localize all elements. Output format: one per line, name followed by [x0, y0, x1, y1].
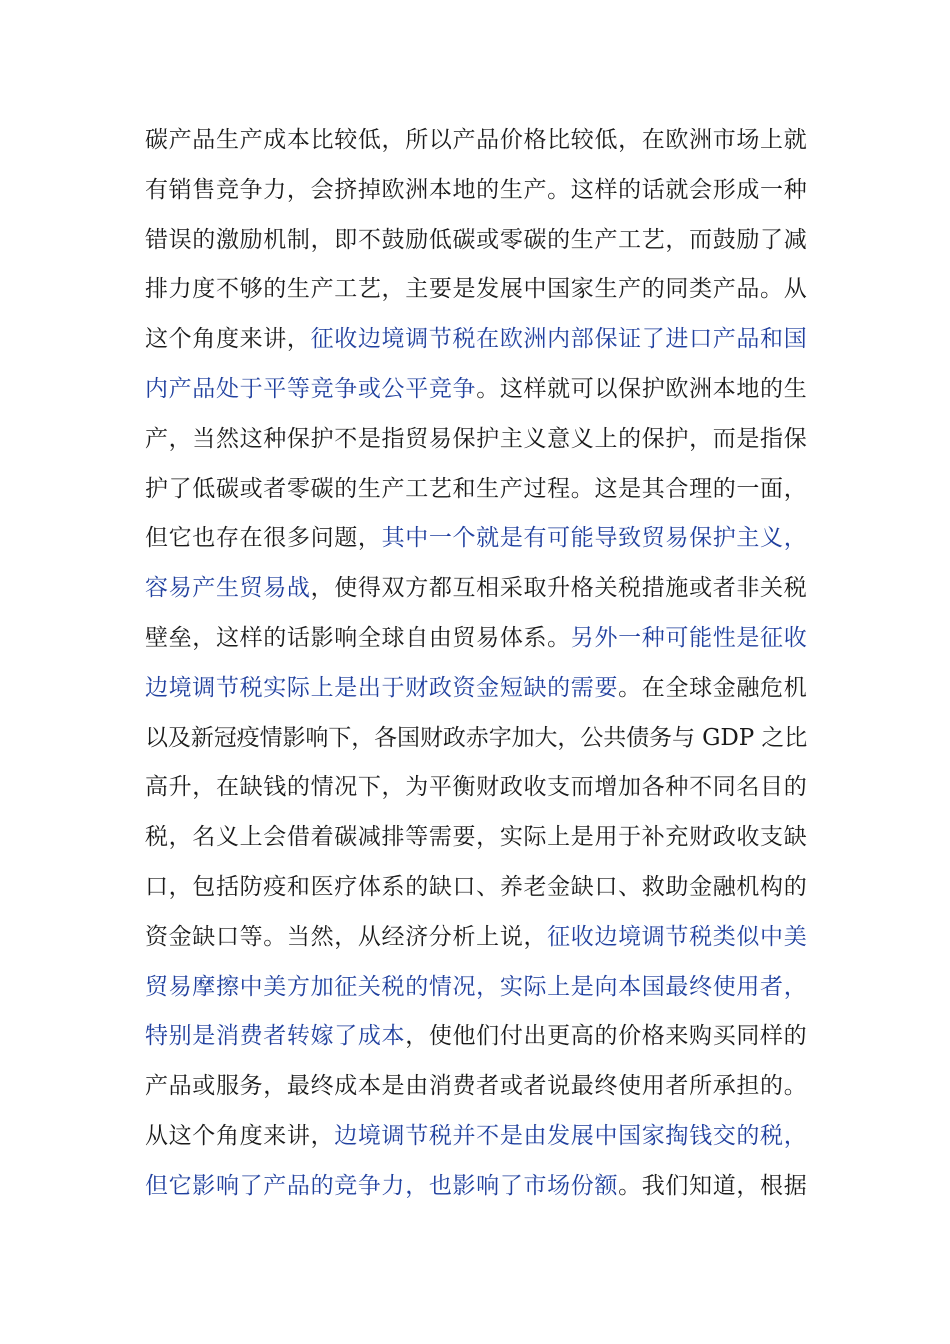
plain-text: 高升，在缺钱的情况下，为平衡财政收支而增加各种不同名目的 [145, 774, 807, 801]
text-line [145, 216, 807, 266]
highlighted-text: 但它影响了产品的竞争力，也影响了市场份额 [145, 1172, 619, 1199]
plain-text: 排力度不够的生产工艺，主要是发展中国家生产的同类产品。从 [145, 276, 807, 303]
highlighted-text: 内产品处于平等竞争或公平竞争 [145, 375, 477, 402]
plain-text: 从这个角度来讲， [145, 1122, 335, 1149]
text-line [145, 1062, 807, 1112]
plain-text: 税，名义上会借着碳减排等需要，实际上是用于补充财政收支缺 [145, 824, 807, 851]
text-line [145, 265, 807, 315]
text-line [145, 564, 807, 614]
text-line [145, 963, 807, 1013]
text-line [145, 813, 807, 863]
text-line [145, 1112, 807, 1162]
highlighted-text: 贸易摩擦中美方加征关税的情况，实际上是向本国最终使用者， [145, 973, 807, 1000]
plain-text: ，使得双方都互相采取升格关税措施或者非关税 [310, 575, 807, 602]
plain-text: 这个角度来讲， [145, 326, 311, 353]
highlighted-text: 容易产生贸易战 [145, 575, 311, 602]
text-line [145, 913, 807, 963]
plain-text: 有销售竞争力，会挤掉欧洲本地的生产。这样的话就会形成一种 [145, 176, 807, 203]
text-line [145, 1162, 807, 1212]
plain-text: 错误的激励机制，即不鼓励低碳或零碳的生产工艺，而鼓励了减 [145, 226, 807, 253]
plain-text: 产，当然这种保护不是指贸易保护主义意义上的保护，而是指保 [145, 425, 807, 452]
text-line [145, 116, 807, 166]
highlighted-text: 征收边境调节税在欧洲内部保证了进口产品和国 [310, 326, 807, 353]
highlighted-text: 特别是消费者转嫁了成本 [145, 1023, 406, 1050]
text-line [145, 465, 807, 515]
text-line [145, 714, 807, 764]
plain-text: 护了低碳或者零碳的生产工艺和生产过程。这是其合理的一面， [145, 475, 807, 502]
plain-text: 碳产品生产成本比较低，所以产品价格比较低，在欧洲市场上就 [145, 127, 807, 153]
plain-text: 资金缺口等。当然，从经济分析上说， [145, 923, 548, 950]
text-line [145, 365, 807, 415]
highlighted-text: 边境调节税实际上是出于财政资金短缺的需要 [145, 674, 619, 701]
plain-text: 。这样就可以保护欧洲本地的生 [476, 375, 808, 402]
text-line [145, 315, 807, 365]
plain-text: 以及新冠疫情影响下，各国财政赤字加大，公共债务与 GDP 之比 [145, 724, 808, 751]
highlighted-text: 征收边境调节税类似中美 [547, 923, 807, 950]
text-line [145, 166, 807, 216]
plain-text: 口，包括防疫和医疗体系的缺口、养老金缺口、救助金融机构的 [145, 873, 807, 900]
plain-text: 。我们知道，根据 [618, 1172, 807, 1199]
highlighted-text: 边境调节税并不是由发展中国家掏钱交的税， [334, 1122, 808, 1149]
text-line [145, 415, 807, 465]
body-paragraph [145, 116, 807, 1212]
text-line [145, 614, 807, 664]
plain-text: 。在全球金融危机 [618, 674, 807, 701]
text-line [145, 514, 807, 564]
plain-text: ，使他们付出更高的价格来购买同样的 [405, 1023, 807, 1050]
text-line [145, 863, 807, 913]
highlighted-text: 其中一个就是有可能导致贸易保护主义， [381, 525, 808, 552]
text-line [145, 664, 807, 714]
text-line [145, 1012, 807, 1062]
plain-text: 壁垒，这样的话影响全球自由贸易体系。 [145, 624, 571, 651]
highlighted-text: 另外一种可能性是征收 [570, 624, 807, 651]
text-line [145, 763, 807, 813]
plain-text: 产品或服务，最终成本是由消费者或者说最终使用者所承担的。 [145, 1073, 807, 1100]
plain-text: 但它也存在很多问题， [145, 525, 382, 552]
